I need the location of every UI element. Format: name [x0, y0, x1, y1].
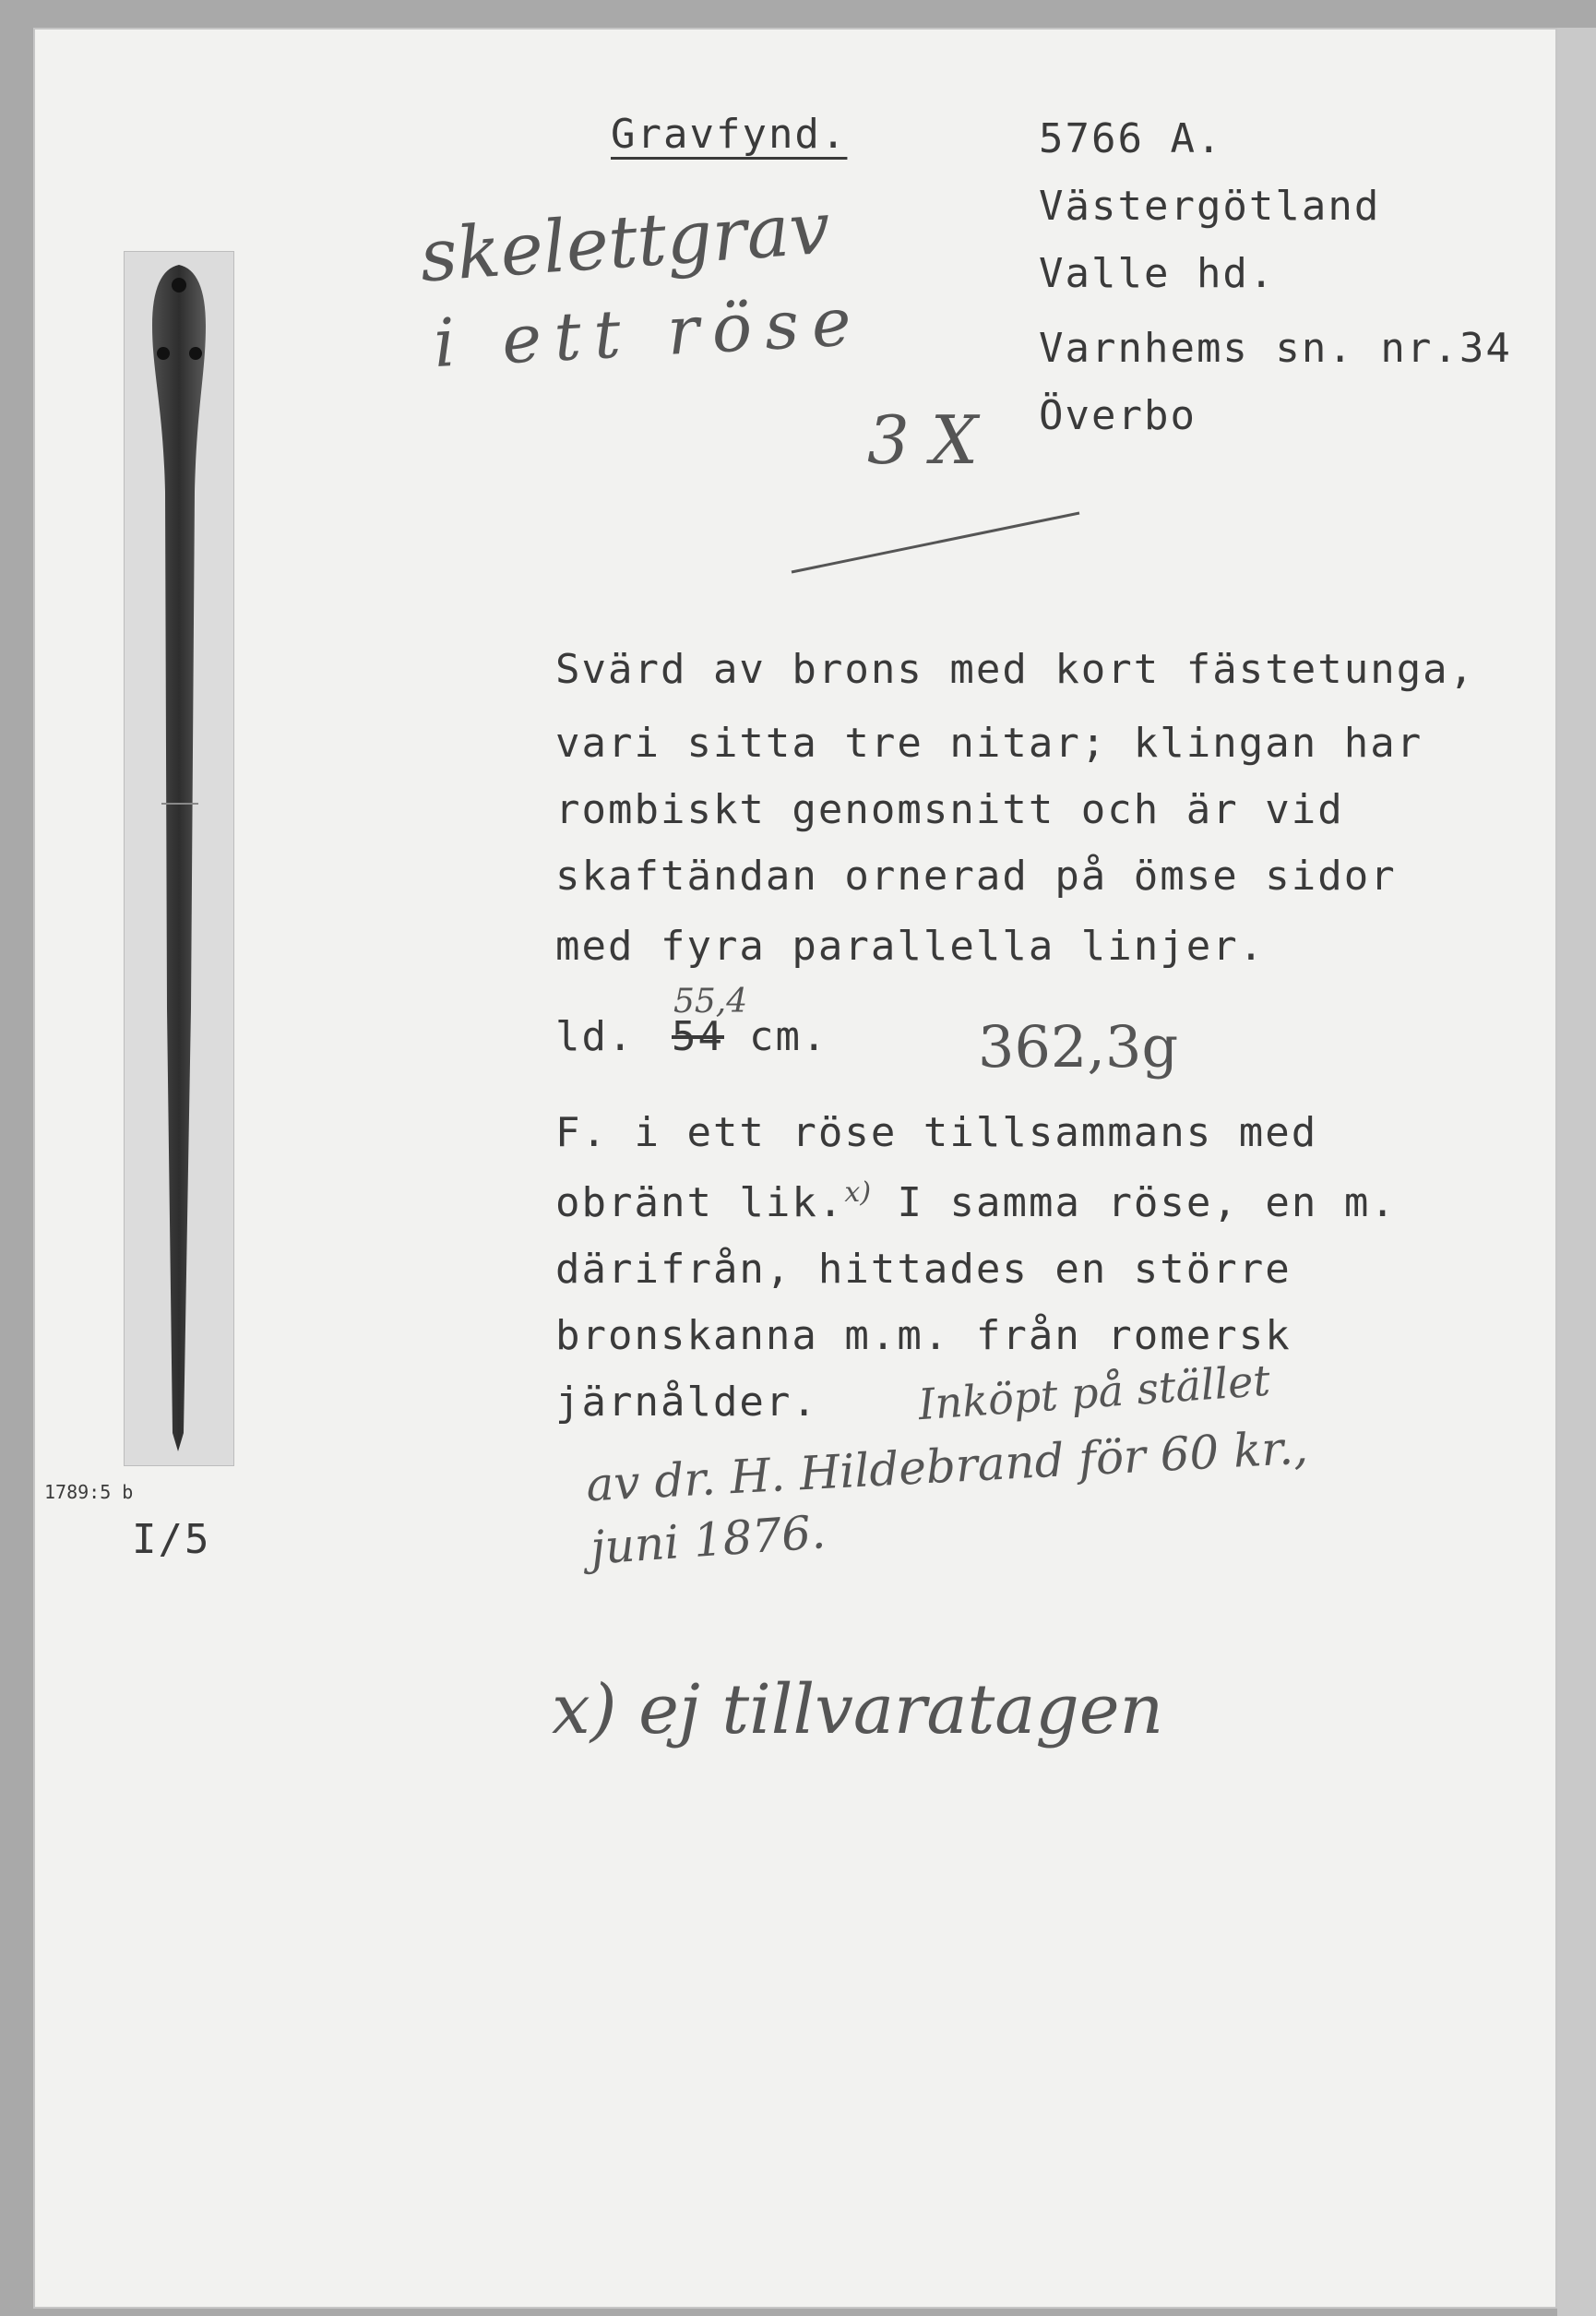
context-line4: bronskanna m.m. från romersk: [555, 1312, 1292, 1359]
sword-photo: [124, 251, 234, 1466]
province: Västergötland: [1039, 183, 1381, 230]
context-line5: järnålder.: [555, 1379, 818, 1426]
grave-type-line2: i ett röse: [432, 281, 866, 383]
footnote-mark: x): [844, 1176, 872, 1209]
purchase-line1: Inköpt på stället: [916, 1355, 1272, 1430]
context-line2-a: obränt lik.: [555, 1179, 845, 1226]
description-line2: vari sitta tre nitar; klingan har: [555, 720, 1423, 767]
description-line4: skaftändan ornerad på ömse sidor: [555, 853, 1397, 900]
district: Valle hd.: [1039, 250, 1276, 297]
weight-note: 362,3g: [978, 1013, 1179, 1080]
inventory-number: 5766 A.: [1039, 115, 1223, 162]
photo-reference: 1789:5 b: [44, 1481, 134, 1503]
description-line1: Svärd av brons med kort fästetunga,: [555, 646, 1476, 693]
context-line2: [555, 1176, 1397, 1226]
measurement-unit: cm.: [749, 1013, 828, 1060]
measurement-struck-value: 54: [672, 1013, 724, 1060]
sword-image: [125, 252, 233, 1465]
purchase-line3: juni 1876.: [589, 1505, 828, 1575]
description-line5: med fyra parallella linjer.: [555, 923, 1266, 970]
place: Överbo: [1039, 392, 1197, 439]
card-edge-shadow: [1557, 28, 1596, 2316]
category-label: Gravfynd.: [611, 111, 848, 158]
context-line2-b: I samma röse, en m.: [871, 1179, 1397, 1226]
context-line3: därifrån, hittades en större: [555, 1246, 1292, 1293]
photo-scale: I/5: [132, 1516, 211, 1563]
description-line3: rombiskt genomsnitt och är vid: [555, 786, 1344, 833]
underline-stroke: [784, 498, 1089, 581]
measurement-prefix: ld.: [555, 1013, 635, 1060]
context-line1: F. i ett röse tillsammans med: [555, 1109, 1318, 1156]
purchase-line2: av dr. H. Hildebrand för 60 kr.,: [585, 1420, 1309, 1512]
corrected-length: 55,4: [673, 983, 748, 1021]
footnote-text: x) ej tillvaratagen: [552, 1670, 1164, 1749]
parish: Varnhems sn. nr.34: [1039, 325, 1512, 372]
grave-type-line1: skelettgrav: [417, 186, 833, 299]
count-mark: 3 X: [867, 401, 978, 479]
